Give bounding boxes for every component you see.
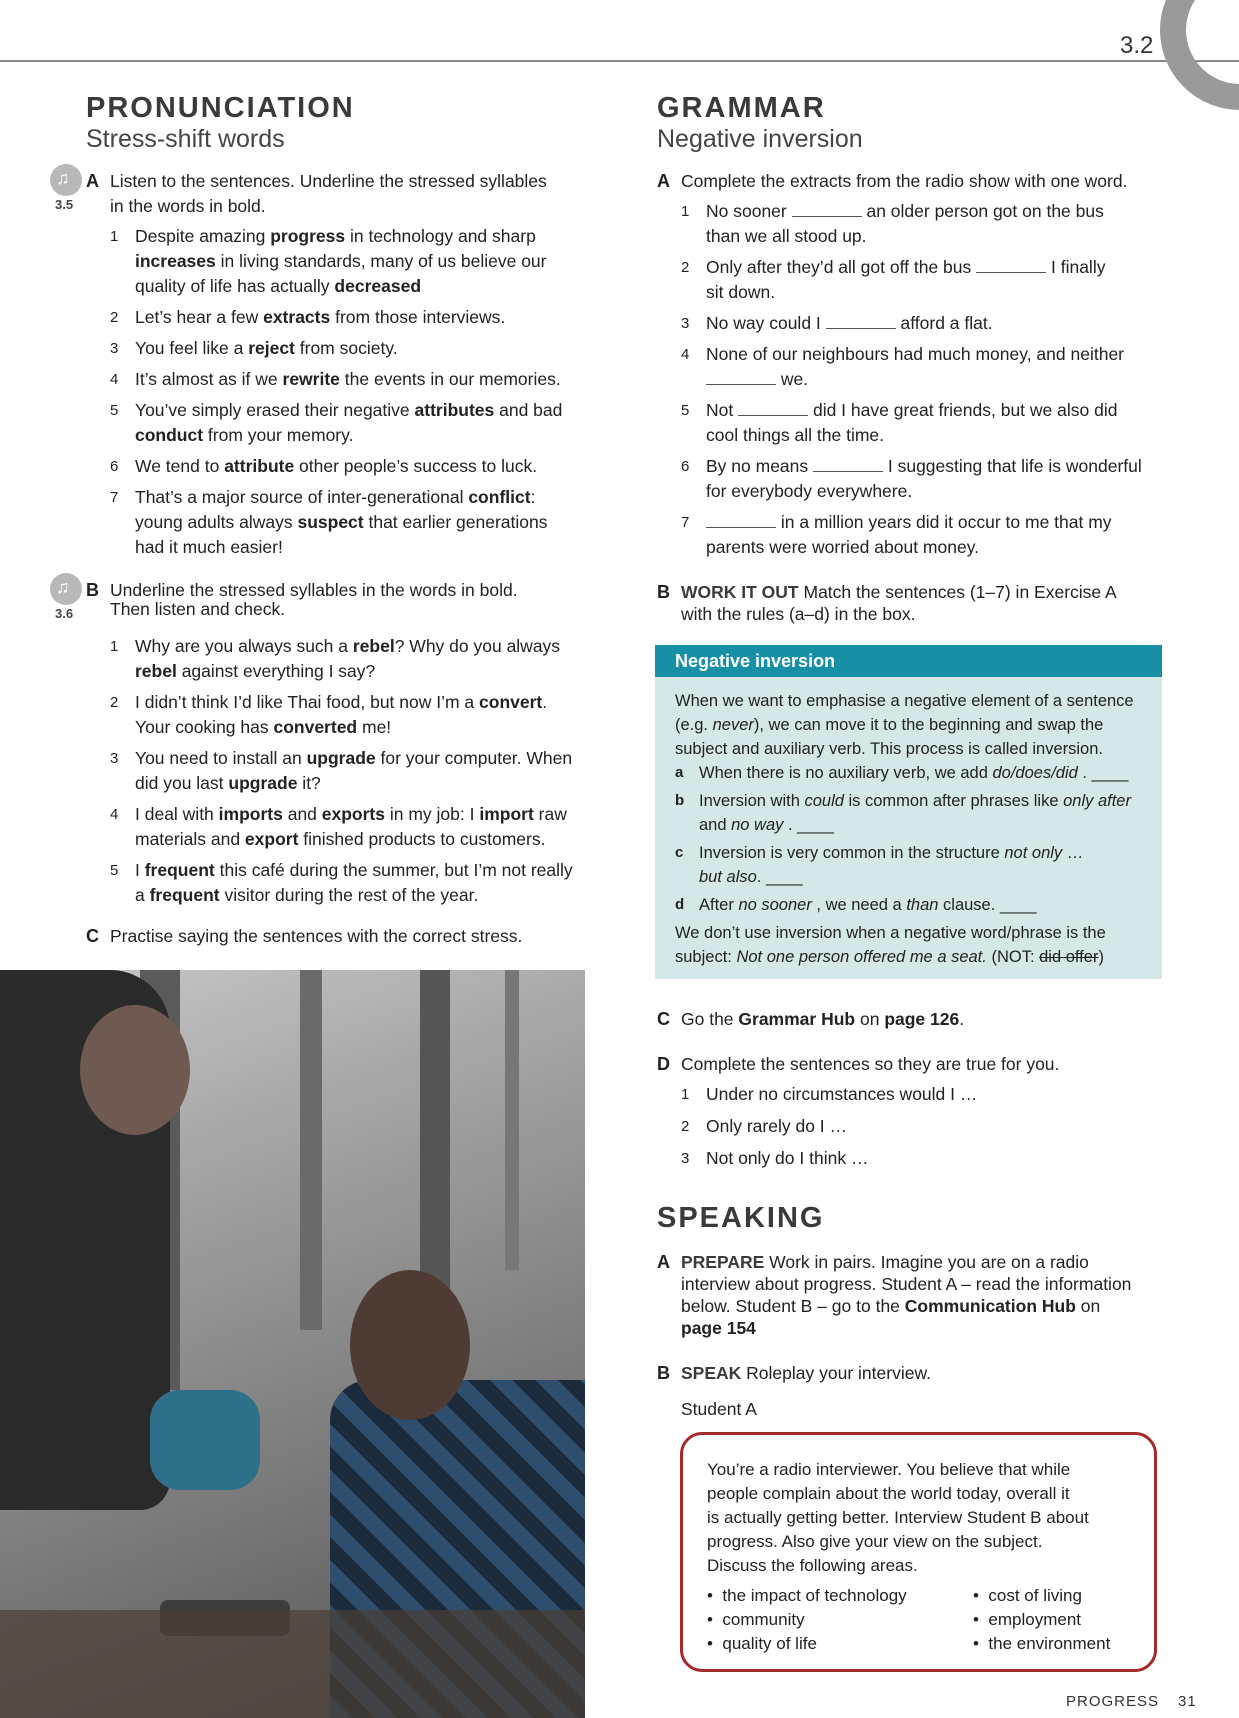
item-number: 5 xyxy=(110,402,119,419)
item-line: we. xyxy=(706,367,808,392)
item-line: You need to install an upgrade for your computer. When xyxy=(135,748,573,768)
card-bullet: • the environment xyxy=(973,1634,1111,1653)
box-outro-line: We don’t use inversion when a negative word/phrase is the xyxy=(675,924,1106,942)
item-number: 3 xyxy=(110,750,119,767)
exercise-letter: B xyxy=(86,580,99,600)
item-number: 3 xyxy=(681,1150,690,1167)
item-number: 2 xyxy=(110,694,119,711)
item-number: 5 xyxy=(110,862,119,879)
item-line: That’s a major source of inter-generational conflict: xyxy=(135,487,536,507)
item-number: 2 xyxy=(681,259,690,276)
exercise-instruction: Practise saying the sentences with the correct stress. xyxy=(110,926,523,946)
exercise-instruction: Underline the stressed syllables in the words in bold. xyxy=(110,580,518,600)
grammar-hub-link[interactable]: Go the Grammar Hub on page 126. xyxy=(681,1009,965,1029)
item-line: You feel like a reject from society. xyxy=(135,338,398,358)
item-line: None of our neighbours had much money, and neither xyxy=(706,344,1125,364)
exercise-instruction: Then listen and check. xyxy=(110,599,286,619)
item-line: Why are you always such a rebel? Why do you always xyxy=(135,636,561,656)
card-line: Discuss the following areas. xyxy=(707,1556,918,1575)
item-line: rebel against everything I say? xyxy=(135,661,376,681)
unit-number: 3.2 xyxy=(1120,32,1154,59)
unit-tab-arc xyxy=(1160,0,1239,110)
item-line: cool things all the time. xyxy=(706,425,885,445)
item-line: did you last upgrade it? xyxy=(135,773,321,793)
card-bullet: • community xyxy=(707,1610,805,1629)
exercise-instruction xyxy=(681,1361,931,1386)
rule-line: After no sooner , we need a than clause. ____ xyxy=(699,896,1037,914)
card-bullet: • quality of life xyxy=(707,1634,817,1653)
item-line: Under no circumstances would I … xyxy=(706,1084,978,1104)
rule-letter: b xyxy=(675,792,685,809)
item-line: We tend to attribute other people’s success to luck. xyxy=(135,456,538,476)
work-it-out-text: Match the sentences (1–7) in Exercise A xyxy=(803,582,1117,602)
work-it-out-label: WORK IT OUT xyxy=(681,582,799,602)
negative-inversion-box xyxy=(655,645,1162,979)
box-intro-line: When we want to emphasise a negative element of a sentence xyxy=(675,692,1134,710)
item-line: By no means I suggesting that life is wonderful xyxy=(706,456,1142,476)
box-intro-line: subject and auxiliary verb. This process is called inversion. xyxy=(675,740,1103,758)
card-line: progress. Also give your view on the subject. xyxy=(707,1532,1043,1551)
audio-icon[interactable]: ♫ xyxy=(50,573,82,605)
speak-label: SPEAK xyxy=(681,1363,742,1383)
item-line: conduct from your memory. xyxy=(135,425,354,445)
item-line: Let’s hear a few extracts from those interviews. xyxy=(135,307,506,327)
box-intro-line: (e.g. never), we can move it to the beginning and swap the xyxy=(675,716,1104,734)
item-number: 4 xyxy=(110,371,119,388)
exercise-letter: B xyxy=(657,1363,670,1383)
item-number: 3 xyxy=(110,340,119,357)
page-number: 31 xyxy=(1178,1693,1197,1710)
speak-text: Roleplay your interview. xyxy=(746,1363,931,1383)
item-line: in a million years did it occur to me that my xyxy=(706,510,1112,535)
exercise-instruction: Complete the extracts from the radio show with one word. xyxy=(681,171,1128,191)
top-rule xyxy=(0,60,1239,62)
item-number: 6 xyxy=(681,458,690,475)
role-card xyxy=(680,1432,1157,1672)
exercise-letter: A xyxy=(657,171,670,191)
rule-letter: c xyxy=(675,844,684,861)
item-line: Your cooking has converted me! xyxy=(135,717,392,737)
item-line: parents were worried about money. xyxy=(706,537,980,557)
item-line: for everybody everywhere. xyxy=(706,481,913,501)
rule-line: but also. ____ xyxy=(699,868,803,886)
speaking-a-line: interview about progress. Student A – read the information xyxy=(681,1274,1132,1294)
item-number: 4 xyxy=(110,806,119,823)
exercise-instruction: with the rules (a–d) in the box. xyxy=(681,604,916,624)
audio-icon[interactable]: ♫ xyxy=(50,164,82,196)
item-number: 2 xyxy=(681,1118,690,1135)
item-line: Not only do I think … xyxy=(706,1148,869,1168)
speaking-title: SPEAKING xyxy=(657,1202,825,1234)
item-number: 5 xyxy=(681,402,690,419)
grammar-subtitle: Negative inversion xyxy=(657,125,863,153)
card-bullet: • the impact of technology xyxy=(707,1586,907,1605)
rule-letter: a xyxy=(675,764,684,781)
item-line: than we all stood up. xyxy=(706,226,867,246)
exercise-letter: C xyxy=(86,926,99,946)
item-number: 7 xyxy=(110,489,119,506)
item-line: I didn’t think I’d like Thai food, but now I’m a convert. xyxy=(135,692,548,712)
item-line: Not did I have great friends, but we also did xyxy=(706,400,1118,420)
item-number: 2 xyxy=(110,309,119,326)
item-line: Only rarely do I … xyxy=(706,1116,848,1136)
rule-letter: d xyxy=(675,896,685,913)
card-line: is actually getting better. Interview Student B about xyxy=(707,1508,1089,1527)
box-outro-line: subject: Not one person offered me a seat. (NOT: did offer) xyxy=(675,948,1104,966)
item-number: 1 xyxy=(681,1086,690,1103)
card-line: You’re a radio interviewer. You believe that while xyxy=(707,1460,1071,1479)
pronunciation-title: PRONUNCIATION xyxy=(86,92,355,124)
rule-line: Inversion with could is common after phrases like only after xyxy=(699,792,1131,810)
pronunciation-subtitle: Stress-shift words xyxy=(86,125,285,153)
item-line: Only after they’d all got off the bus I finally xyxy=(706,257,1106,277)
track-number: 3.5 xyxy=(55,197,74,212)
exercise-letter: C xyxy=(657,1009,670,1029)
item-line: a frequent visitor during the rest of the year. xyxy=(135,885,479,905)
rule-line: When there is no auxiliary verb, we add do/does/did . ____ xyxy=(699,764,1129,782)
item-number: 7 xyxy=(681,514,690,531)
exercise-instruction: in the words in bold. xyxy=(110,196,266,216)
item-line: quality of life has actually decreased xyxy=(135,276,422,296)
grammar-title: GRAMMAR xyxy=(657,92,826,124)
item-number: 1 xyxy=(110,228,119,245)
item-number: 3 xyxy=(681,315,690,332)
box-heading: Negative inversion xyxy=(655,645,1162,677)
item-line: I frequent this café during the summer, but I’m not really xyxy=(135,860,573,880)
forest-planting-photo xyxy=(0,970,585,1718)
exercise-instruction: Complete the sentences so they are true for you. xyxy=(681,1054,1060,1074)
footer-label: PROGRESS xyxy=(1066,1693,1160,1710)
item-line: sit down. xyxy=(706,282,776,302)
item-line: No way could I afford a flat. xyxy=(706,313,993,333)
item-line: had it much easier! xyxy=(135,537,283,557)
card-line: people complain about the world today, overall it xyxy=(707,1484,1070,1503)
item-number: 1 xyxy=(110,638,119,655)
item-number: 1 xyxy=(681,203,690,220)
track-number: 3.6 xyxy=(55,606,74,621)
speaking-a-line: page 154 xyxy=(681,1318,756,1338)
rule-line: and no way . ____ xyxy=(699,816,834,834)
rule-line: Inversion is very common in the structure not only … xyxy=(699,844,1084,862)
item-line: You’ve simply erased their negative attributes and bad xyxy=(135,400,563,420)
exercise-letter: A xyxy=(86,171,99,191)
exercise-letter: A xyxy=(657,1252,670,1272)
item-line: young adults always suspect that earlier generations xyxy=(135,512,548,532)
item-line: materials and export finished products to customers. xyxy=(135,829,546,849)
item-number: 6 xyxy=(110,458,119,475)
item-number: 4 xyxy=(681,346,690,363)
exercise-instruction: Listen to the sentences. Underline the stressed syllables xyxy=(110,171,547,191)
card-bullet: • employment xyxy=(973,1610,1081,1629)
item-line: It’s almost as if we rewrite the events in our memories. xyxy=(135,369,561,389)
exercise-letter: D xyxy=(657,1054,670,1074)
item-line: No sooner an older person got on the bus xyxy=(706,201,1104,221)
speaking-a-line: below. Student B – go to the Communication Hub on xyxy=(681,1296,1101,1316)
speaking-a-line: PREPARE Work in pairs. Imagine you are on a radio xyxy=(681,1252,1089,1272)
item-line: Despite amazing progress in technology and sharp xyxy=(135,226,536,246)
student-label: Student A xyxy=(681,1399,757,1419)
item-line: I deal with imports and exports in my job: I import raw xyxy=(135,804,567,824)
exercise-letter: B xyxy=(657,582,670,602)
item-line: increases in living standards, many of us believe our xyxy=(135,251,547,271)
card-bullet: • cost of living xyxy=(973,1586,1082,1605)
